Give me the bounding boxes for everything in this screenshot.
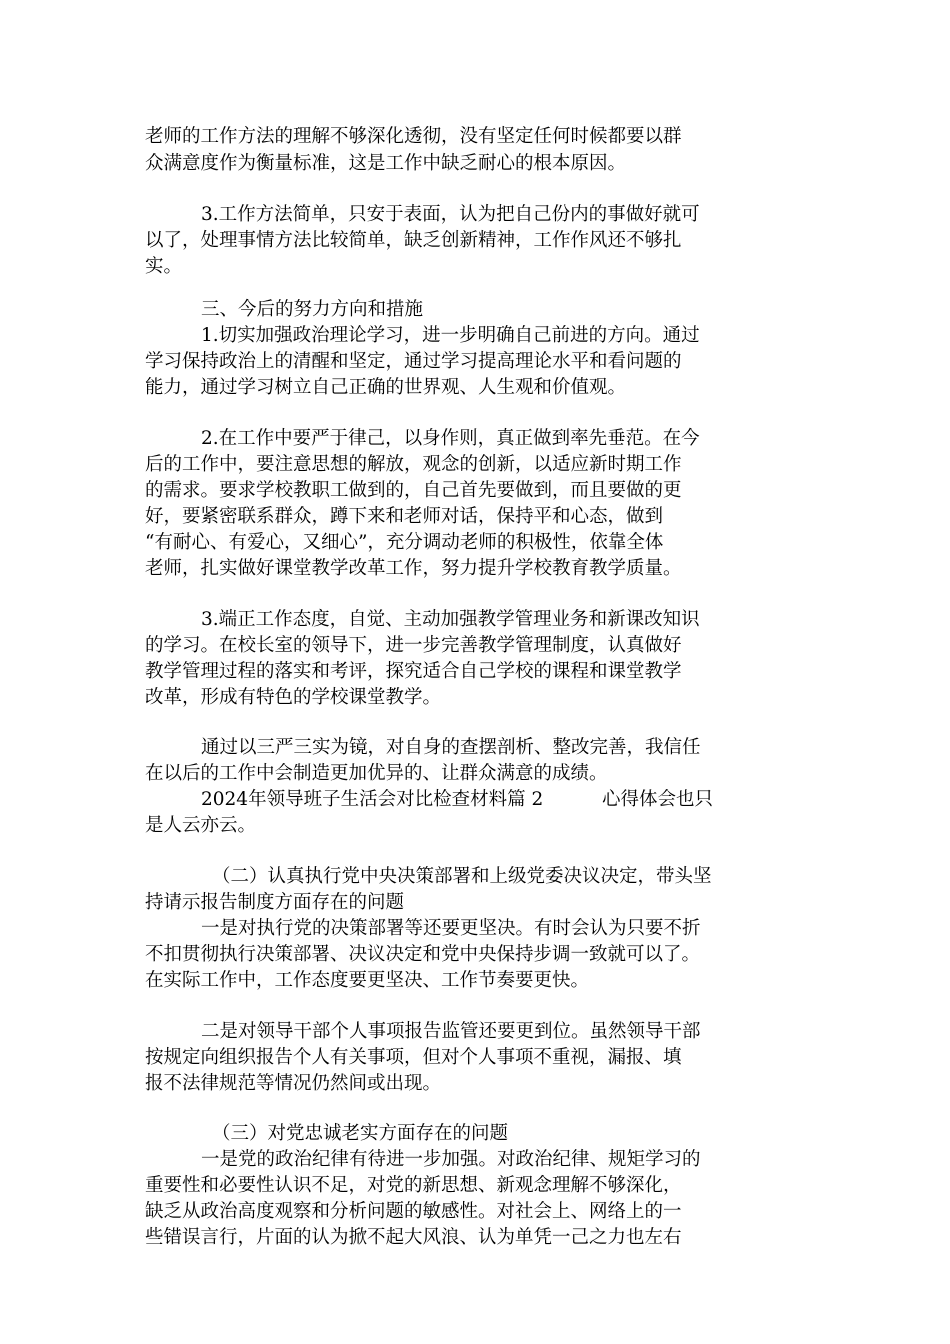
section-heading: 持请示报告制度方面存在的问题 bbox=[145, 892, 405, 913]
section-heading: 三、今后的努力方向和措施 bbox=[201, 299, 424, 320]
text-line: 学习保持政治上的清醒和坚定，通过学习提高理论水平和看问题的 bbox=[145, 351, 682, 372]
text-line: 不扣贯彻执行决策部署、决议决定和党中央保持步调一致就可以了。 bbox=[145, 944, 701, 965]
text-line: 教学管理过程的落实和考评，探究适合自己学校的课程和课堂教学 bbox=[145, 661, 682, 682]
text-line: 二是对领导干部个人事项报告监管还要更到位。虽然领导干部 bbox=[201, 1021, 701, 1042]
text-line: 一是对执行党的决策部署等还要更坚决。有时会认为只要不折 bbox=[201, 918, 701, 939]
text-line: 缺乏从政治高度观察和分析问题的敏感性。对社会上、网络上的一 bbox=[145, 1201, 682, 1222]
document-title: 2024年领导班子生活会对比检查材料篇 2 心得体会也只 bbox=[201, 789, 714, 810]
text-line: 在实际工作中，工作态度要更坚决、工作节奏要更快。 bbox=[145, 970, 590, 991]
text-line: 2.在工作中要严于律己，以身作则，真正做到率先垂范。在今 bbox=[201, 428, 700, 449]
text-line: 按规定向组织报告个人有关事项，但对个人事项不重视，漏报、填 bbox=[145, 1047, 682, 1068]
text-line: 报不法律规范等情况仍然间或出现。 bbox=[145, 1073, 442, 1094]
text-line: 重要性和必要性认识不足，对党的新思想、新观念理解不够深化， bbox=[145, 1175, 682, 1196]
text-line: 实。 bbox=[145, 256, 183, 277]
text-line: 些错误言行，片面的认为掀不起大风浪、认为单凭一己之力也左右 bbox=[145, 1227, 682, 1248]
section-heading: （二）认真执行党中央决策部署和上级党委决议决定，带头坚 bbox=[212, 866, 712, 887]
text-line: 的学习。在校长室的领导下，进一步完善教学管理制度，认真做好 bbox=[145, 635, 682, 656]
text-line: 改革，形成有特色的学校课堂教学。 bbox=[145, 687, 442, 708]
text-line: 能力，通过学习树立自己正确的世界观、人生观和价值观。 bbox=[145, 377, 627, 398]
text-line: 是人云亦云。 bbox=[145, 815, 257, 836]
text-line: 众满意度作为衡量标准，这是工作中缺乏耐心的根本原因。 bbox=[145, 153, 627, 174]
text-line: 3.工作方法简单，只安于表面，认为把自己份内的事做好就可 bbox=[201, 204, 700, 225]
text-line: 老师，扎实做好课堂教学改革工作，努力提升学校教育教学质量。 bbox=[145, 558, 682, 579]
section-heading: （三）对党忠诚老实方面存在的问题 bbox=[212, 1123, 509, 1144]
text-line: 以了，处理事情方法比较简单，缺乏创新精神，工作作风还不够扎 bbox=[145, 230, 682, 251]
text-line: 的需求。要求学校教职工做到的，自己首先要做到，而且要做的更 bbox=[145, 480, 682, 501]
text-line: 通过以三严三实为镜，对自身的查摆剖析、整改完善，我信任 bbox=[201, 737, 701, 758]
text-line: 3.端正工作态度，自觉、主动加强教学管理业务和新课改知识 bbox=[201, 609, 700, 630]
text-line: “有耐心、有爱心，又细心”，充分调动老师的积极性，依靠全体 bbox=[145, 532, 664, 553]
text-line: 1.切实加强政治理论学习，进一步明确自己前进的方向。通过 bbox=[201, 325, 700, 346]
text-line: 一是党的政治纪律有待进一步加强。对政治纪律、规矩学习的 bbox=[201, 1149, 701, 1170]
text-line: 好，要紧密联系群众，蹲下来和老师对话，保持平和心态，做到 bbox=[145, 506, 664, 527]
text-line: 老师的工作方法的理解不够深化透彻，没有坚定任何时候都要以群 bbox=[145, 126, 682, 147]
text-line: 在以后的工作中会制造更加优异的、让群众满意的成绩。 bbox=[145, 763, 608, 784]
text-line: 后的工作中，要注意思想的解放，观念的创新，以适应新时期工作 bbox=[145, 454, 682, 475]
